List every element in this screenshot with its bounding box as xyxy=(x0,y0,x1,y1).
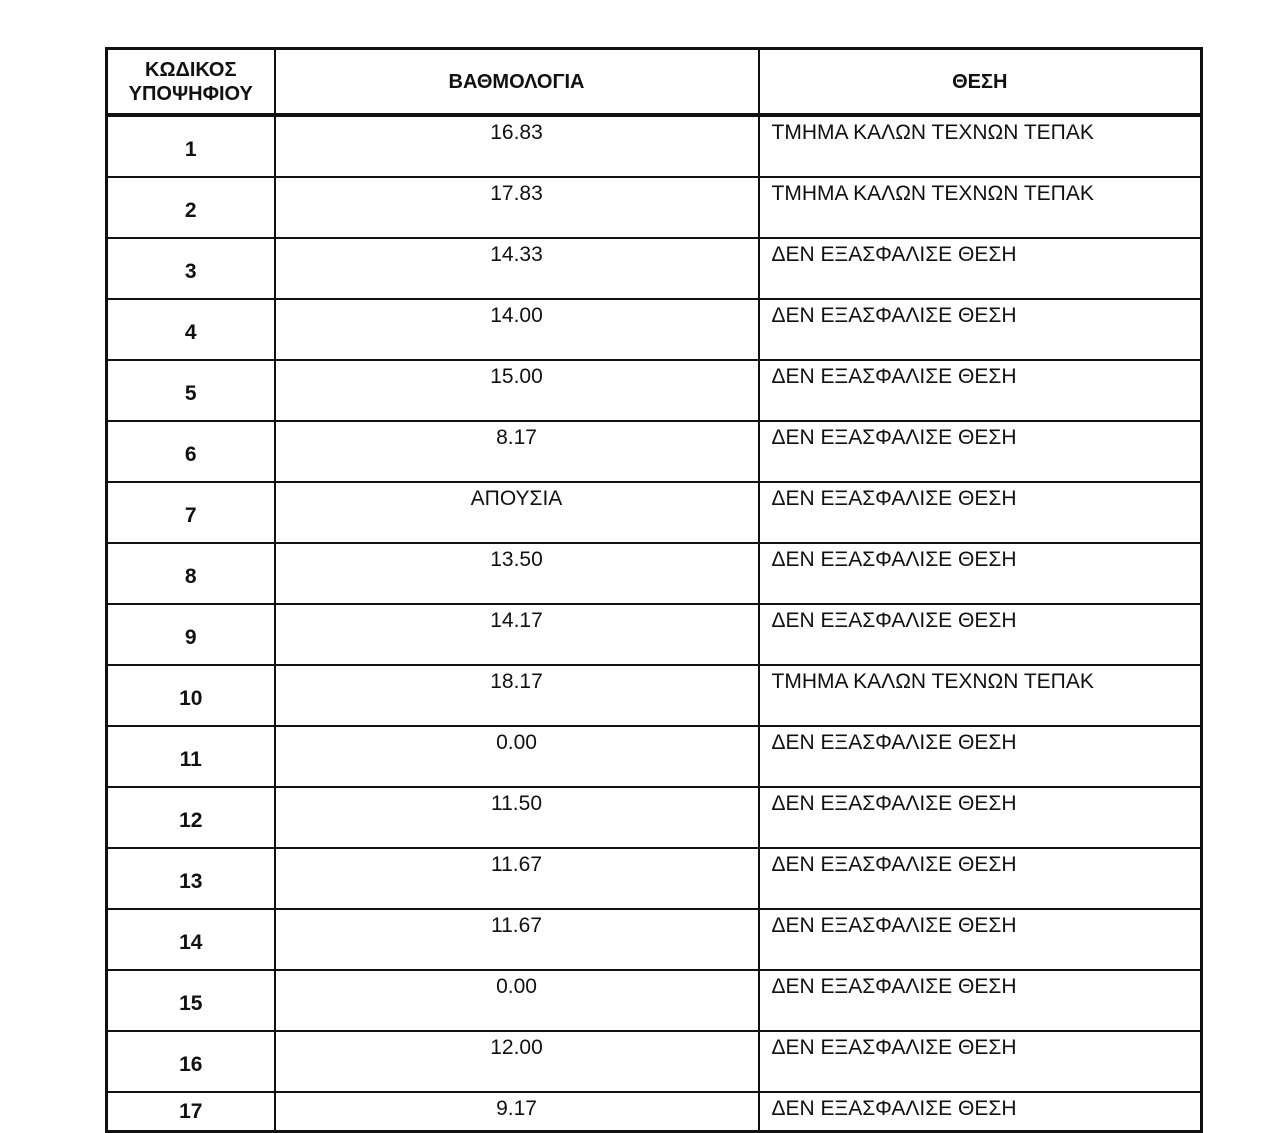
position-cell: ΔΕΝ ΕΞΑΣΦΑΛΙΣΕ ΘΕΣΗ xyxy=(759,970,1202,1031)
table-row xyxy=(107,299,1202,360)
candidate-code-cell: 4 xyxy=(107,299,275,360)
candidate-code-cell: 17 xyxy=(107,1092,275,1132)
header-grade: ΒΑΘΜΟΛΟΓΙΑ xyxy=(275,49,759,116)
grade-cell: 14.00 xyxy=(275,299,759,360)
grade-cell: 15.00 xyxy=(275,360,759,421)
position-cell: ΔΕΝ ΕΞΑΣΦΑΛΙΣΕ ΘΕΣΗ xyxy=(759,1031,1202,1092)
table-row xyxy=(107,665,1202,726)
candidate-code-cell: 3 xyxy=(107,238,275,299)
position-cell: ΔΕΝ ΕΞΑΣΦΑΛΙΣΕ ΘΕΣΗ xyxy=(759,360,1202,421)
table-row xyxy=(107,726,1202,787)
grade-cell: 11.67 xyxy=(275,909,759,970)
table-row xyxy=(107,1092,1202,1132)
table-row xyxy=(107,787,1202,848)
header-row xyxy=(107,49,1202,116)
grade-cell: 14.33 xyxy=(275,238,759,299)
grade-cell: 18.17 xyxy=(275,665,759,726)
position-cell: ΤΜΗΜΑ ΚΑΛΩΝ ΤΕΧΝΩΝ ΤΕΠΑΚ xyxy=(759,115,1202,177)
table-row xyxy=(107,909,1202,970)
candidate-code-cell: 14 xyxy=(107,909,275,970)
results-table xyxy=(105,47,1203,1133)
grade-cell: 14.17 xyxy=(275,604,759,665)
position-cell: ΔΕΝ ΕΞΑΣΦΑΛΙΣΕ ΘΕΣΗ xyxy=(759,848,1202,909)
table-row xyxy=(107,421,1202,482)
candidate-code-cell: 16 xyxy=(107,1031,275,1092)
header-candidate-code-line2: ΥΠΟΨΗΦΙΟΥ xyxy=(128,82,253,105)
candidate-code-cell: 15 xyxy=(107,970,275,1031)
table-row xyxy=(107,543,1202,604)
position-cell: ΔΕΝ ΕΞΑΣΦΑΛΙΣΕ ΘΕΣΗ xyxy=(759,543,1202,604)
position-cell: ΔΕΝ ΕΞΑΣΦΑΛΙΣΕ ΘΕΣΗ xyxy=(759,299,1202,360)
table-row xyxy=(107,238,1202,299)
header-candidate-code xyxy=(107,49,275,116)
grade-cell: 13.50 xyxy=(275,543,759,604)
table-row xyxy=(107,1031,1202,1092)
grade-cell: 11.50 xyxy=(275,787,759,848)
position-cell: ΔΕΝ ΕΞΑΣΦΑΛΙΣΕ ΘΕΣΗ xyxy=(759,482,1202,543)
grade-cell: 17.83 xyxy=(275,177,759,238)
table-header xyxy=(107,49,1202,116)
position-cell: ΔΕΝ ΕΞΑΣΦΑΛΙΣΕ ΘΕΣΗ xyxy=(759,1092,1202,1132)
table-row xyxy=(107,360,1202,421)
candidate-code-cell: 1 xyxy=(107,115,275,177)
position-cell: ΔΕΝ ΕΞΑΣΦΑΛΙΣΕ ΘΕΣΗ xyxy=(759,726,1202,787)
header-position: ΘΕΣΗ xyxy=(759,49,1202,116)
candidate-code-cell: 13 xyxy=(107,848,275,909)
grade-cell: 11.67 xyxy=(275,848,759,909)
grade-cell: 12.00 xyxy=(275,1031,759,1092)
position-cell: ΔΕΝ ΕΞΑΣΦΑΛΙΣΕ ΘΕΣΗ xyxy=(759,604,1202,665)
grade-cell: 8.17 xyxy=(275,421,759,482)
position-cell: ΤΜΗΜΑ ΚΑΛΩΝ ΤΕΧΝΩΝ ΤΕΠΑΚ xyxy=(759,177,1202,238)
table-row xyxy=(107,482,1202,543)
candidate-code-cell: 12 xyxy=(107,787,275,848)
table-row xyxy=(107,115,1202,177)
position-cell: ΔΕΝ ΕΞΑΣΦΑΛΙΣΕ ΘΕΣΗ xyxy=(759,238,1202,299)
candidate-code-cell: 6 xyxy=(107,421,275,482)
position-cell: ΔΕΝ ΕΞΑΣΦΑΛΙΣΕ ΘΕΣΗ xyxy=(759,787,1202,848)
candidate-code-cell: 5 xyxy=(107,360,275,421)
candidate-code-cell: 8 xyxy=(107,543,275,604)
table-row xyxy=(107,848,1202,909)
table-body xyxy=(107,115,1202,1132)
grade-cell: 9.17 xyxy=(275,1092,759,1132)
position-cell: ΔΕΝ ΕΞΑΣΦΑΛΙΣΕ ΘΕΣΗ xyxy=(759,421,1202,482)
candidate-code-cell: 2 xyxy=(107,177,275,238)
position-cell: ΔΕΝ ΕΞΑΣΦΑΛΙΣΕ ΘΕΣΗ xyxy=(759,909,1202,970)
candidate-code-cell: 7 xyxy=(107,482,275,543)
candidate-code-cell: 11 xyxy=(107,726,275,787)
candidate-code-cell: 10 xyxy=(107,665,275,726)
grade-cell: ΑΠΟΥΣΙΑ xyxy=(275,482,759,543)
grade-cell: 0.00 xyxy=(275,970,759,1031)
grade-cell: 0.00 xyxy=(275,726,759,787)
table-row xyxy=(107,177,1202,238)
table-row xyxy=(107,604,1202,665)
position-cell: ΤΜΗΜΑ ΚΑΛΩΝ ΤΕΧΝΩΝ ΤΕΠΑΚ xyxy=(759,665,1202,726)
grade-cell: 16.83 xyxy=(275,115,759,177)
candidate-code-cell: 9 xyxy=(107,604,275,665)
header-candidate-code-line1: ΚΩΔΙΚΟΣ xyxy=(145,58,237,81)
table-row xyxy=(107,970,1202,1031)
